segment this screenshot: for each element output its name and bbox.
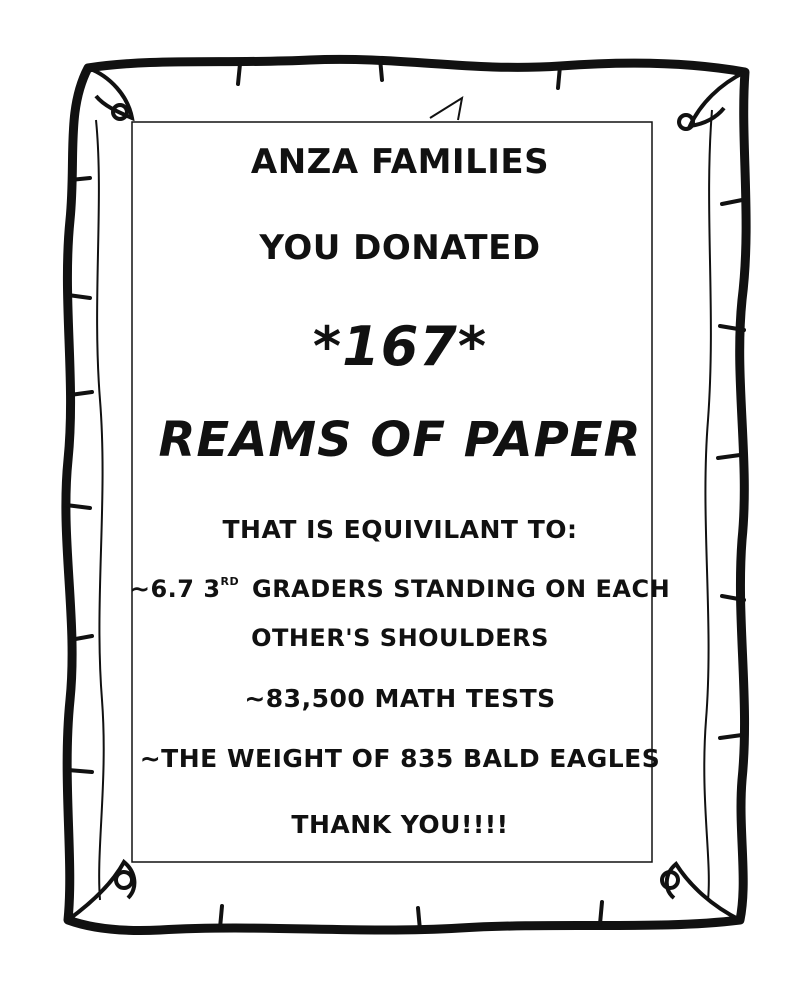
thank-you-message: THANK YOU!!!! (291, 810, 509, 839)
donation-count: *167* (312, 315, 488, 378)
headline-you-donated: YOU DONATED (259, 228, 541, 268)
equivalence-intro: THAT IS EQUIVILANT TO: (222, 515, 578, 544)
fact-third-graders-prefix: ~6.7 3 (129, 575, 221, 603)
fact-third-graders-line1 (0, 575, 800, 603)
fact-third-graders-line2: OTHER'S SHOULDERS (251, 624, 549, 652)
donation-unit: REAMS OF PAPER (158, 412, 642, 468)
headline-anza-families: ANZA FAMILIES (250, 142, 550, 182)
fact-third-graders-suffix: GRADERS STANDING ON EACH (252, 575, 671, 603)
fact-math-tests: ~83,500 MATH TESTS (244, 684, 556, 713)
ordinal-superscript: RD (220, 575, 240, 588)
fact-bald-eagles: ~THE WEIGHT OF 835 BALD EAGLES (139, 744, 661, 773)
